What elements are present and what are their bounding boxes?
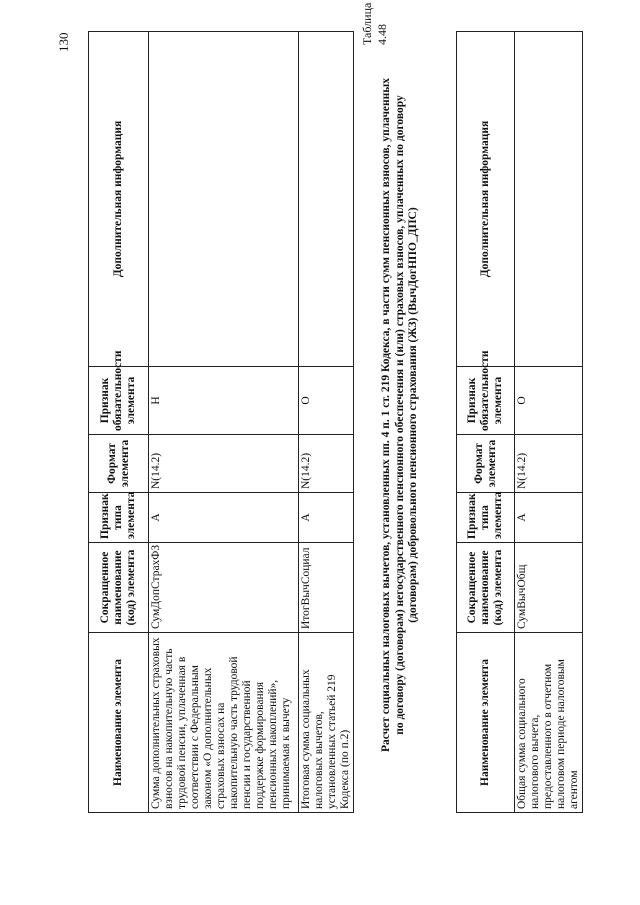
cell-info	[515, 32, 583, 367]
col-header-format: Формат элемента	[457, 435, 515, 493]
col-header-info: Дополнительная информация	[457, 32, 515, 367]
col-header-code: Сокращенное наименование (код) элемента	[457, 543, 515, 633]
cell-name: Итоговая сумма социальных налоговых вычетов, установленных статьей 219 Кодекса (по п.2)	[299, 633, 354, 813]
page-number: 130	[56, 32, 71, 52]
col-header-info: Дополнительная информация	[89, 32, 149, 367]
col-header-name: Наименование элемента	[457, 633, 515, 813]
cell-required: О	[515, 367, 583, 435]
col-header-format: Формат элемента	[89, 435, 149, 493]
table-row	[149, 32, 299, 813]
cell-type: А	[299, 493, 354, 543]
table-row	[515, 32, 583, 813]
cell-format: N(14.2)	[299, 435, 354, 493]
col-header-required: Признак обязательности элемента	[89, 367, 149, 435]
cell-name: Сумма дополнительных страховых взносов на накопительную часть трудовой пенсии, уплаченная в соответствии с Федеральным законом «О дополнительных страховых взносах на накопительную часть трудовой пенсии и государственной поддержке формирования пенсионных накоплений», принимаемая к вычету	[149, 633, 299, 813]
table-caption: Таблица 4.48	[360, 2, 389, 45]
cell-type: А	[515, 493, 583, 543]
cell-name: Общая сумма социального налогового вычета, предоставленного в отчетном налоговом периоде налоговым агентом	[515, 633, 583, 813]
cell-code: СумВычОбщ	[515, 543, 583, 633]
col-header-name: Наименование элемента	[89, 633, 149, 813]
cell-required: О	[299, 367, 354, 435]
cell-type: А	[149, 493, 299, 543]
elements-table-2	[456, 31, 583, 813]
col-header-type: Признак типа элемента	[89, 493, 149, 543]
col-header-required: Признак обязательности элемента	[457, 367, 515, 435]
cell-format: N(14.2)	[515, 435, 583, 493]
elements-table-1	[88, 31, 354, 813]
col-header-type: Признак типа элемента	[457, 493, 515, 543]
cell-code: СумДопСтрахФЗ	[149, 543, 299, 633]
cell-info	[299, 32, 354, 367]
table-row	[299, 32, 354, 813]
col-header-code: Сокращенное наименование (код) элемента	[89, 543, 149, 633]
cell-info	[149, 32, 299, 367]
cell-format: N(14.2)	[149, 435, 299, 493]
cell-required: Н	[149, 367, 299, 435]
cell-code: ИтогВычСоциал	[299, 543, 354, 633]
table-title: Расчет социальных налоговых вычетов, установленных пп. 4 п. 1 ст. 219 Кодекса, в части сумм пенсионных взносов, уплаченных по договору (договорам) негосударственного пенсионного обеспечения и (или) страховых взносов, уплаченных по договору (договорам) добровольного пенсионного страхования (ЖЗ) (ВычДогНПО_ДПС)	[380, 77, 419, 753]
